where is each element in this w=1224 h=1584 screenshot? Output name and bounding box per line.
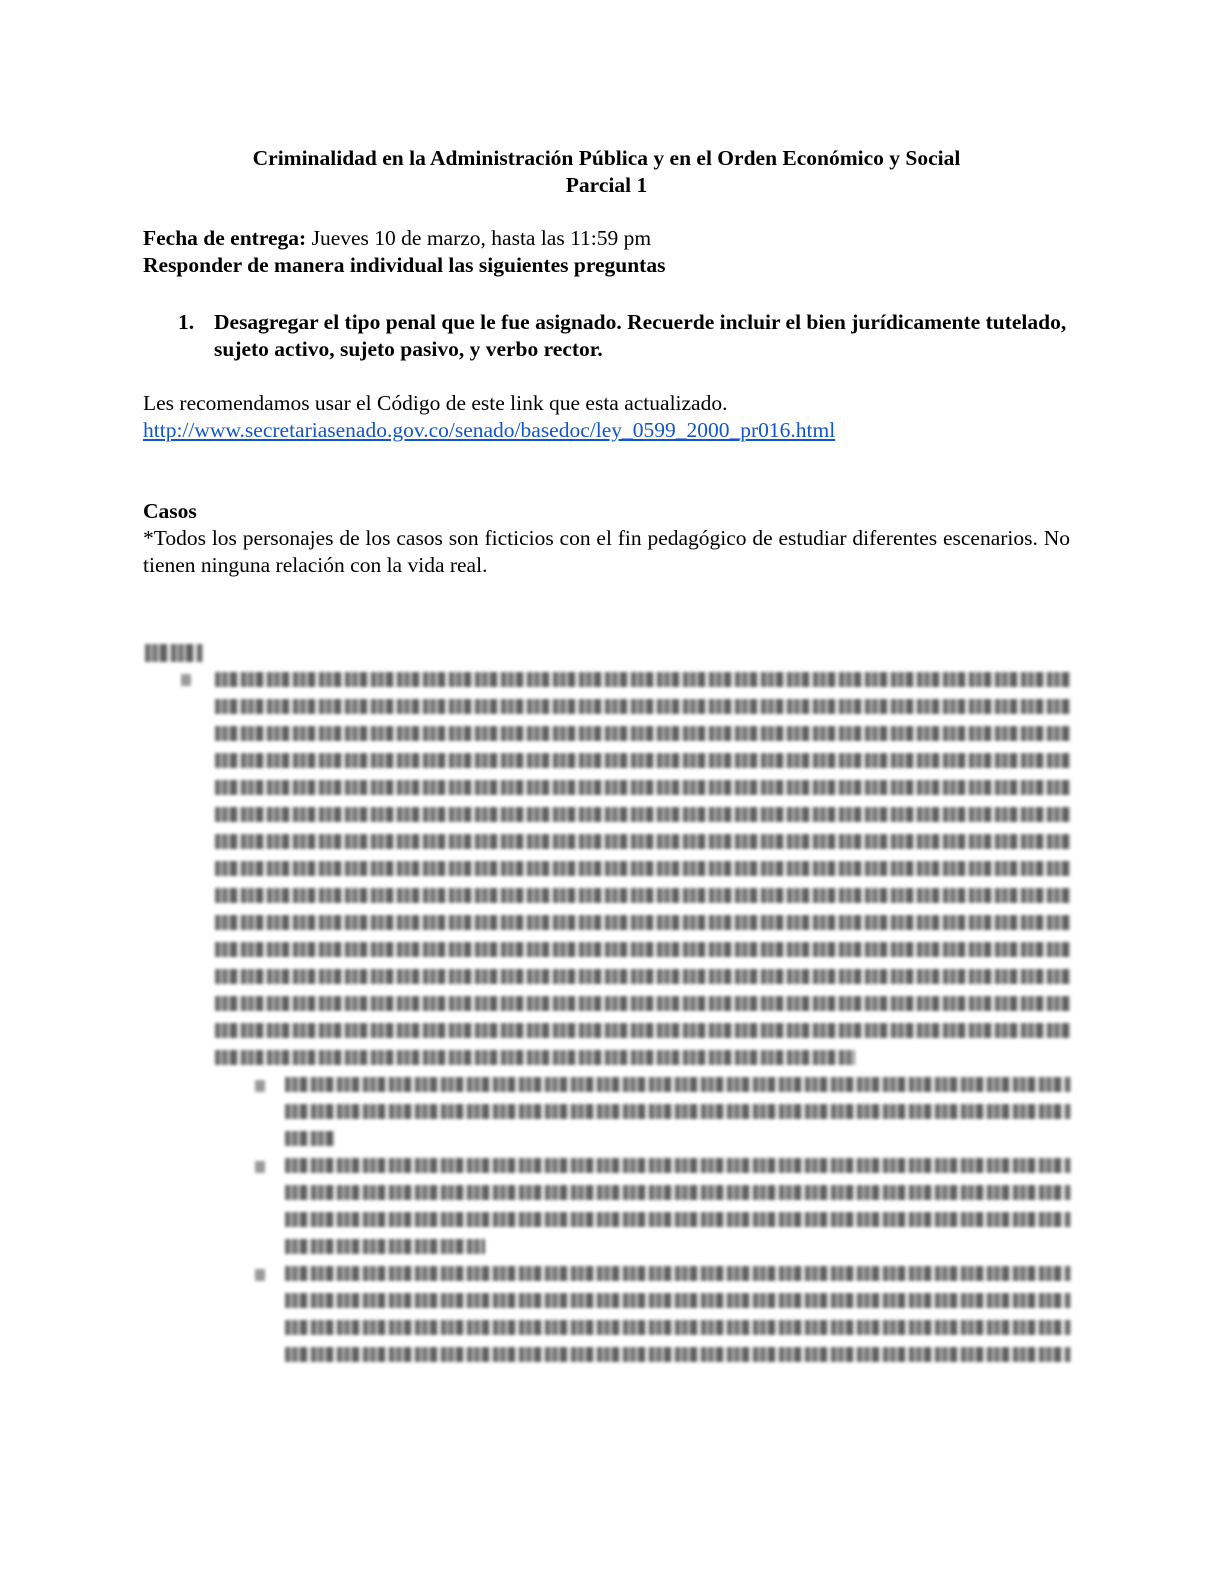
blurred-line	[285, 1077, 1071, 1092]
blurred-line	[215, 969, 1071, 984]
blurred-line	[285, 1104, 1071, 1119]
blurred-line	[215, 996, 1071, 1011]
blurred-line	[215, 780, 1071, 795]
blurred-subitem-c-label	[255, 1269, 265, 1281]
blurred-line	[285, 1293, 1071, 1308]
blurred-line	[215, 915, 1071, 930]
due-date-line	[143, 225, 651, 252]
instructions: Responder de manera individual las siguientes preguntas	[143, 253, 666, 277]
cases-note: *Todos los personajes de los casos son ficticios con el fin pedagógico de estudiar diferentes escenarios. No tienen ninguna relación con la vida real.	[143, 526, 1070, 577]
blurred-line	[285, 1131, 335, 1146]
title-line-1: Criminalidad en la Administración Pública y en el Orden Económico y Social	[252, 146, 961, 170]
blurred-line	[285, 1185, 1071, 1200]
blurred-line	[285, 1266, 1071, 1281]
blurred-line	[215, 1050, 855, 1065]
blurred-line	[215, 834, 1071, 849]
blurred-line	[215, 861, 1071, 876]
question-text: Desagregar el tipo penal que le fue asignado. Recuerde incluir el bien jurídicamente tutelado, sujeto activo, sujeto pasivo, y verbo rector.	[214, 310, 1067, 361]
blurred-line	[285, 1347, 1071, 1362]
due-date-value: Jueves 10 de marzo, hasta las 11:59 pm	[306, 226, 652, 250]
blurred-line	[285, 1212, 1071, 1227]
blurred-line	[215, 726, 1071, 741]
title-line-2: Parcial 1	[565, 173, 648, 197]
blurred-heading	[145, 644, 203, 662]
due-date-label: Fecha de entrega:	[143, 226, 307, 250]
question-number: 1.	[178, 310, 195, 334]
blurred-line	[285, 1239, 485, 1254]
blurred-case-number	[181, 674, 191, 686]
blurred-line	[285, 1320, 1071, 1335]
blurred-line	[215, 807, 1071, 822]
blurred-subitem-a-label	[255, 1080, 265, 1092]
recommendation-text: Les recomendamos usar el Código de este link que esta actualizado.	[143, 391, 728, 415]
blurred-line	[215, 1023, 1071, 1038]
blurred-line	[285, 1158, 1071, 1173]
code-link[interactable]: http://www.secretariasenado.gov.co/senado/basedoc/ley_0599_2000_pr016.html	[143, 418, 836, 442]
blurred-subitem-b-label	[255, 1161, 265, 1173]
blurred-line	[215, 672, 1071, 687]
document-title	[143, 145, 1070, 199]
blurred-line	[215, 888, 1071, 903]
blurred-line	[215, 753, 1071, 768]
blurred-case-content	[143, 640, 1073, 1380]
blurred-line	[215, 942, 1071, 957]
blurred-line	[215, 699, 1071, 714]
cases-heading: Casos	[143, 499, 197, 523]
